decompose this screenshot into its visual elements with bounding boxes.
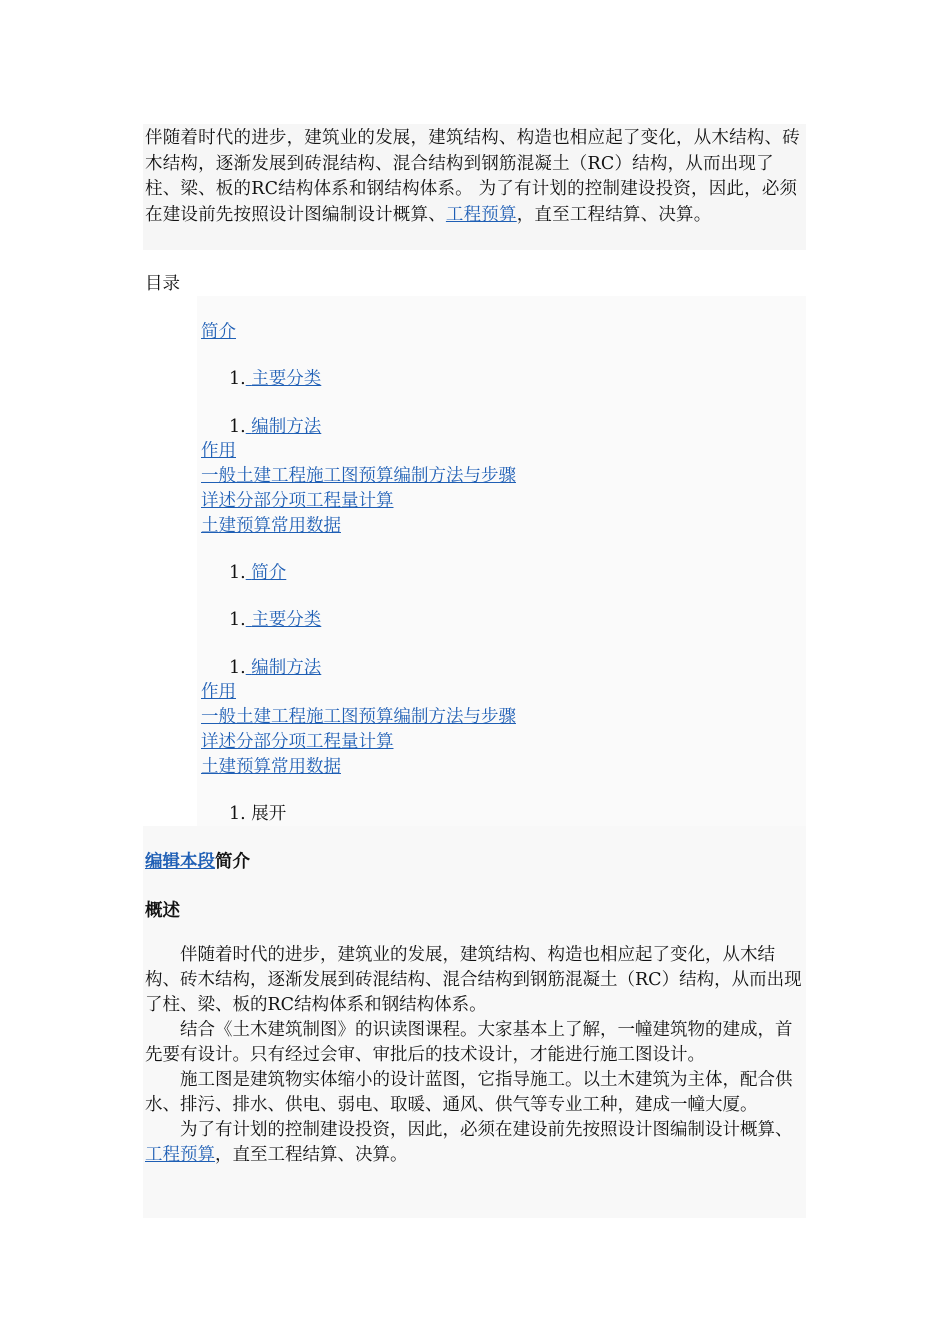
- toc-item-label: 编制方法: [251, 658, 322, 678]
- toc-item-label: 主要分类: [251, 610, 322, 630]
- toc-item-label: 编制方法: [251, 417, 322, 437]
- toc-link-steps[interactable]: 一般土建工程施工图预算编制方法与步骤: [201, 466, 516, 486]
- paragraph-4-text: 为了有计划的控制建设投资，因此，必须在建设前先按照设计图编制设计概算、: [180, 1120, 793, 1140]
- toc-item-number: 1.: [229, 563, 246, 583]
- toc-item-number: 1.: [229, 804, 246, 824]
- edit-section-link[interactable]: 编辑本段: [145, 852, 215, 872]
- toc-item-number: 1.: [229, 417, 246, 437]
- toc-link-calc[interactable]: 详述分部分项工程量计算: [201, 491, 394, 511]
- toc-item-label: 主要分类: [251, 369, 322, 389]
- toc-link-role-2[interactable]: 作用: [201, 682, 236, 702]
- section-title: 简介: [215, 852, 250, 872]
- toc-item-category[interactable]: [229, 367, 321, 391]
- section-body: [145, 943, 805, 1168]
- intro-link-engineering-budget[interactable]: 工程预算: [445, 204, 517, 225]
- toc-item-category-2[interactable]: [229, 608, 321, 632]
- body-link-engineering-budget[interactable]: 工程预算: [145, 1145, 215, 1165]
- toc-title: 目录: [145, 274, 180, 294]
- toc-item-method-2[interactable]: [229, 656, 321, 680]
- paragraph-4-text-end: ，直至工程结算、决算。: [215, 1145, 408, 1165]
- toc-item-method[interactable]: [229, 415, 321, 439]
- section-subtitle: 概述: [145, 901, 180, 921]
- toc-item-intro[interactable]: [229, 561, 286, 585]
- toc-link-data-2[interactable]: 土建预算常用数据: [201, 757, 341, 777]
- toc-item-number: 1.: [229, 369, 246, 389]
- paragraph-4: [145, 1118, 805, 1168]
- toc-item-label: 简介: [251, 563, 287, 583]
- toc-link-data[interactable]: 土建预算常用数据: [201, 516, 341, 536]
- toc-link-role[interactable]: 作用: [201, 441, 236, 461]
- toc-item-number: 1.: [229, 658, 246, 678]
- section-heading: [145, 849, 250, 875]
- paragraph-1: 伴随着时代的进步，建筑业的发展，建筑结构、构造也相应起了变化，从木结构、砖木结构，逐渐发展到砖混结构、混合结构到钢筋混凝土（RC）结构，从而出现了柱、梁、板的RC结构体系和钢结构体系。: [145, 945, 802, 1015]
- toc-expand-label: 展开: [251, 804, 287, 824]
- toc-link-calc-2[interactable]: 详述分部分项工程量计算: [201, 732, 394, 752]
- paragraph-2: 结合《土木建筑制图》的识读图课程。大家基本上了解，一幢建筑物的建成，首先要有设计。只有经过会审、审批后的技术设计，才能进行施工图设计。: [145, 1020, 793, 1065]
- toc-expand[interactable]: [229, 802, 286, 826]
- intro-text: 伴随着时代的进步，建筑业的发展，建筑结构、构造也相应起了变化，从木结构、砖木结构，逐渐发展到砖混结构、混合结构到钢筋混凝土（RC）结构，从而出现了柱、梁、板的RC结构体系和钢结构体系。 为了有计划的控制建设投资，因此，必须在建设前先按照设计图编制设计概算、: [145, 128, 800, 225]
- toc-link-intro[interactable]: 简介: [201, 322, 236, 342]
- intro-paragraph: [145, 126, 805, 228]
- paragraph-3: 施工图是建筑物实体缩小的设计蓝图，它指导施工。以土木建筑为主体，配合供水、排污、排水、供电、弱电、取暖、通风、供气等专业工种，建成一幢大厦。: [145, 1070, 793, 1115]
- toc-item-number: 1.: [229, 610, 246, 630]
- intro-text-end: ，直至工程结算、决算。: [516, 204, 712, 225]
- toc-link-steps-2[interactable]: 一般土建工程施工图预算编制方法与步骤: [201, 707, 516, 727]
